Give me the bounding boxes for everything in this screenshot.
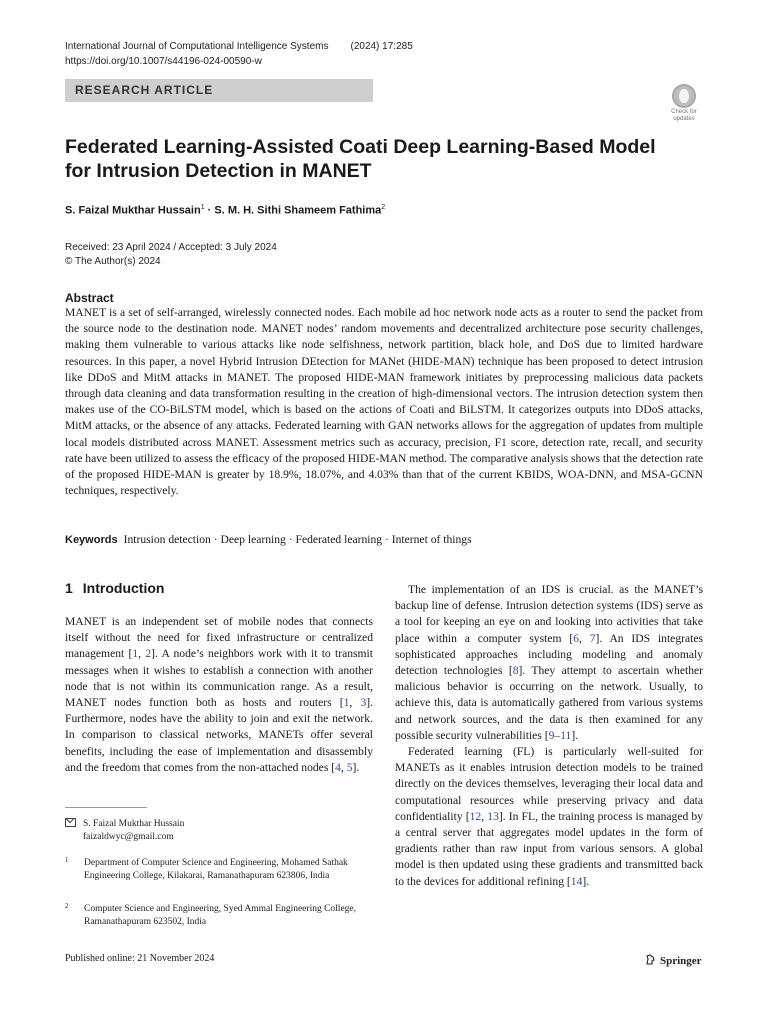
copyright: © The Author(s) 2024 xyxy=(65,256,161,267)
envelope-icon xyxy=(65,818,76,827)
section-title: Introduction xyxy=(82,580,165,596)
right-column xyxy=(395,582,703,890)
author-list xyxy=(65,204,385,217)
citation-link[interactable]: 7 xyxy=(589,631,596,645)
article-title: Federated Learning-Assisted Coati Deep Learning-Based Model for Intrusion Detection in MANET xyxy=(65,136,656,182)
citation-link[interactable]: 9–11 xyxy=(548,728,572,742)
author-separator: · xyxy=(204,204,215,217)
citation-link[interactable]: 5 xyxy=(346,760,353,774)
keywords xyxy=(65,533,472,546)
corresponding-author xyxy=(65,818,184,843)
intro-paragraph-2: The implementation of an IDS is crucial. as the MANET’s backup line of defense. Intrusion detection systems (IDS) serve as a tool for keeping an eye on and looking into activities that take place within a computer system [6, 7]. An IDS integrates sophisticated approaches including modeling and anomaly detection technologies [8]. They attempt to ascertain whether malicious behavior is occurring on the network. Usually, to achieve this, data is automatically gathered from various systems and network sources, and the data is then examined for any possible security vulnerabilities [9–11]. xyxy=(395,583,704,742)
springer-horse-icon xyxy=(644,953,657,966)
article-dates xyxy=(65,241,277,269)
corresponding-author-name: S. Faizal Mukthar Hussain xyxy=(83,819,185,829)
citation-link[interactable]: 1 xyxy=(343,696,350,710)
affiliation-number: 2 xyxy=(65,902,69,910)
author-1[interactable]: S. Faizal Mukthar Hussain xyxy=(65,204,201,217)
intro-paragraph-3: Federated learning (FL) is particularly well-suited for MANETs as it enables intrusion detection models to be trained directly on the devices themselves, leveraging their local data and computational resources while preserving privacy and data confidentiality [12, 13]. In FL, the training process is managed by a central server that aggregates model updates in the form of gradients rather than raw input from various sensors. A global model is then updated using these gradients and transmitted back to the devices for additional refining [14]. xyxy=(395,745,704,888)
author-2[interactable]: S. M. H. Sithi Shameem Fathima xyxy=(214,204,382,217)
check-updates-icon xyxy=(672,84,696,108)
author-1-affiliation: 1 xyxy=(200,204,205,211)
journal-info xyxy=(65,41,413,52)
abstract-text: MANET is a set of self-arranged, wirelessly connected nodes. Each mobile ad hoc network node acts as a router to send the packet from the source node to the destination node. MANET nodes’ random movements and decentralized architecture pose security challenges, making them vulnerable to various attacks like node selfishness, network partition, black hole, and DoS due to limited hardware resources. In this paper, a novel Hybrid Intrusion DEtection for MANet (HIDE-MAN) technique has been proposed to detect intrusion like DDoS and MitM attacks in MANET. The proposed HIDE-MAN framework initiates by preprocessing malicious data packets through data cleaning and data transformation resulting in the creation of high-dimensional vectors. The intrusion detection system then makes use of the CO-BiLSTM model, which is based on the actions of Coati and BiLSTM. It categorizes outputs into DDoS attacks, MitM attacks, or the absence of any attacks. Federated learning with GAN networks allows for the aggregation of updates from multiple local models distributed across MANET. Assessment metrics such as accuracy, precision, F1 score, detection rate, recall, and security rate have been utilized to assess the efficacy of the proposed HIDE-MAN method. The comparative analysis shows that the detection rate of the proposed HIDE-MAN is greater by 18.9%, 18.07%, and 4.03% than that of the current KBIDS, WOA-DNN, and MSA-GCNN techniques, respectively. xyxy=(65,306,703,498)
citation-link[interactable]: 14 xyxy=(570,874,583,888)
author-2-affiliation: 2 xyxy=(381,204,386,211)
check-for-updates-badge[interactable] xyxy=(665,84,703,124)
citation-link[interactable]: 8 xyxy=(512,664,519,678)
citation-link[interactable]: 1 xyxy=(132,647,139,661)
footnote-divider xyxy=(65,807,147,808)
citation-link[interactable]: 2 xyxy=(145,647,152,661)
check-updates-label: Check for updates xyxy=(671,109,697,122)
intro-paragraph-1: MANET is an independent set of mobile nodes that connects itself without the need for fixed infrastructure or centralized management [1, 2]. A node’s neighbors work with it to transmit messages when it wishes to establish a connection with another node that is not within its communication range. As a result, MANET nodes function both as hosts and routers [1, 3]. Furthermore, nodes have the ability to join and exit the network. In comparison to classical networks, MANETs offer several benefits, including the ease of implementation and disassembly and the freedom that comes from the non-attached nodes [4, 5]. xyxy=(65,615,373,774)
section-heading-introduction xyxy=(65,580,174,596)
published-date: Published online: 21 November 2024 xyxy=(65,953,215,964)
doi-link[interactable]: https://doi.org/10.1007/s44196-024-00590-w xyxy=(65,56,262,67)
citation-link[interactable]: 4 xyxy=(335,760,341,774)
corresponding-author-email[interactable]: faizaldwyc@gmail.com xyxy=(83,831,174,842)
article-type-banner: RESEARCH ARTICLE xyxy=(65,79,373,102)
affiliation-1: Department of Computer Science and Engineering, Mohamed Sathak Engineering College, Kilakarai, Ramanathapuram 623806, India xyxy=(84,858,348,881)
left-column xyxy=(65,614,373,776)
abstract-heading: Abstract xyxy=(65,291,114,305)
publisher-logo xyxy=(644,953,702,967)
received-accepted: Received: 23 April 2024 / Accepted: 3 July 2024 xyxy=(65,242,277,253)
publisher-name: Springer xyxy=(660,955,702,967)
citation-link[interactable]: 3 xyxy=(360,696,367,710)
journal-name: International Journal of Computational Intelligence Systems xyxy=(65,41,329,52)
citation-link[interactable]: 12 xyxy=(469,809,482,823)
affiliation-2: Computer Science and Engineering, Syed Ammal Engineering College, Ramanathapuram 623502, India xyxy=(84,904,357,927)
keywords-label: Keywords xyxy=(65,534,118,546)
affiliation-number: 1 xyxy=(65,856,69,864)
keywords-list: Intrusion detection · Deep learning · Federated learning · Internet of things xyxy=(123,533,472,546)
citation-link[interactable]: 6 xyxy=(573,631,579,645)
citation-link[interactable]: 13 xyxy=(487,809,499,823)
section-number: 1 xyxy=(65,580,73,596)
journal-volume: (2024) 17:285 xyxy=(350,41,413,52)
